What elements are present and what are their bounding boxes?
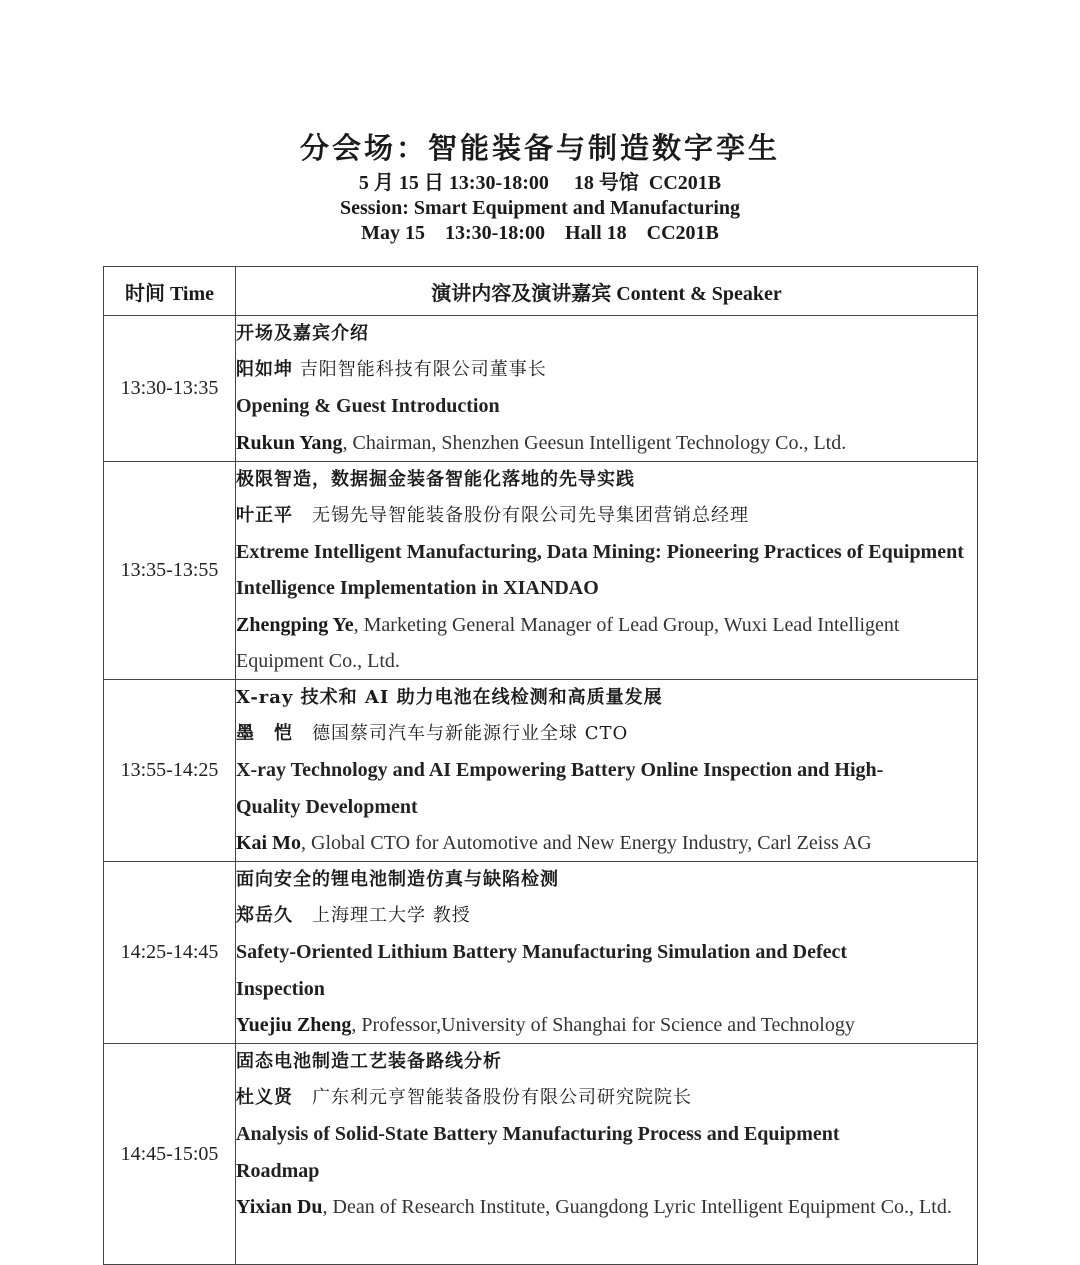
speaker-role-cn: 上海理工大学 教授 (293, 905, 471, 927)
speaker-name-cn: 郑岳久 (236, 905, 293, 927)
column-header-time: 时间 Time (104, 267, 236, 316)
speaker-name-en: Yixian Du (236, 1195, 323, 1218)
table-row (104, 680, 978, 862)
speaker-role-cn: 广东利元亨智能装备股份有限公司研究院院长 (293, 1087, 692, 1109)
speaker-name-en: Rukun Yang (236, 431, 343, 454)
speaker-en (236, 1007, 977, 1043)
session-date-cn: 5 月 15 日 13:30-18:00 18 号馆 CC201B (358, 172, 722, 194)
speaker-name-en: Zhengping Ye (236, 613, 354, 636)
speaker-name-cn: 杜义贤 (236, 1087, 293, 1109)
table-row (104, 461, 978, 679)
talk-title-en: Analysis of Solid-State Battery Manufacturing Process and Equipment Roadmap (236, 1123, 840, 1182)
session-title: 分会场：智能装备与制造数字孪生 (299, 131, 780, 165)
content-cell (236, 316, 978, 462)
speaker-cn (236, 1080, 977, 1116)
talk-title-en: Extreme Intelligent Manufacturing, Data Mining: Pioneering Practices of Equipment Intelligence Implementation in XIANDAO (236, 541, 964, 600)
talk-title-en: Safety-Oriented Lithium Battery Manufacturing Simulation and Defect Inspection (236, 941, 848, 1000)
speaker-en (236, 1189, 977, 1225)
speaker-name-en: Yuejiu Zheng (236, 1013, 352, 1036)
table-row (104, 862, 978, 1044)
speaker-name-cn: 墨 恺 (236, 723, 293, 745)
time-slot: 13:55-14:25 (104, 680, 236, 862)
speaker-name-cn: 叶正平 (236, 505, 293, 527)
speaker-en (236, 425, 977, 461)
talk-title-cn: X-ray 技术和 AI 助力电池在线检测和高质量发展 (236, 687, 663, 709)
speaker-cn (236, 898, 977, 934)
speaker-role-en: , Global CTO for Automotive and New Energy Industry, Carl Zeiss AG (301, 831, 872, 854)
column-header-content: 演讲内容及演讲嘉宾 Content & Speaker (236, 267, 978, 316)
table-header-row (104, 267, 978, 316)
speaker-cn (236, 716, 977, 752)
session-date-en: May 15 13:30-18:00 Hall 18 CC201B (361, 222, 719, 244)
time-slot: 14:25-14:45 (104, 862, 236, 1044)
table-row (104, 316, 978, 462)
content-cell (236, 461, 978, 679)
speaker-role-cn: 德国蔡司汽车与新能源行业全球 CTO (293, 723, 629, 745)
talk-title-en: X-ray Technology and AI Empowering Battery Online Inspection and High-Quality Development (236, 759, 884, 818)
agenda-table (103, 266, 978, 1265)
speaker-role-en: , Marketing General Manager of Lead Group, Wuxi Lead Intelligent Equipment Co., Ltd. (236, 613, 900, 672)
speaker-role-en: , Professor,University of Shanghai for Science and Technology (351, 1013, 855, 1036)
content-cell (236, 862, 978, 1044)
speaker-role-cn: 吉阳智能科技有限公司董事长 (293, 359, 547, 381)
speaker-role-cn: 无锡先导智能装备股份有限公司先导集团营销总经理 (293, 505, 749, 527)
talk-title-cn: 固态电池制造工艺装备路线分析 (236, 1051, 502, 1073)
speaker-cn (236, 352, 977, 388)
speaker-name-cn: 阳如坤 (236, 359, 293, 381)
table-row (104, 1044, 978, 1265)
time-slot: 14:45-15:05 (104, 1044, 236, 1265)
talk-title-cn: 面向安全的锂电池制造仿真与缺陷检测 (236, 869, 559, 891)
speaker-cn (236, 498, 977, 534)
speaker-name-en: Kai Mo (236, 831, 301, 854)
speaker-role-en: , Dean of Research Institute, Guangdong Lyric Intelligent Equipment Co., Ltd. (322, 1195, 952, 1218)
speaker-en (236, 607, 977, 679)
speaker-en (236, 825, 977, 861)
talk-title-cn: 极限智造，数据掘金装备智能化落地的先导实践 (236, 468, 635, 490)
speaker-role-en: , Chairman, Shenzhen Geesun Intelligent Technology Co., Ltd. (342, 431, 847, 454)
content-cell (236, 1044, 978, 1265)
time-slot: 13:35-13:55 (104, 461, 236, 679)
session-name-en: Session: Smart Equipment and Manufacturing (339, 197, 741, 219)
time-slot: 13:30-13:35 (104, 316, 236, 462)
talk-title-cn: 开场及嘉宾介绍 (236, 323, 369, 344)
content-cell (236, 680, 978, 862)
talk-title-en: Opening & Guest Introduction (236, 395, 500, 418)
session-header (0, 128, 1080, 246)
